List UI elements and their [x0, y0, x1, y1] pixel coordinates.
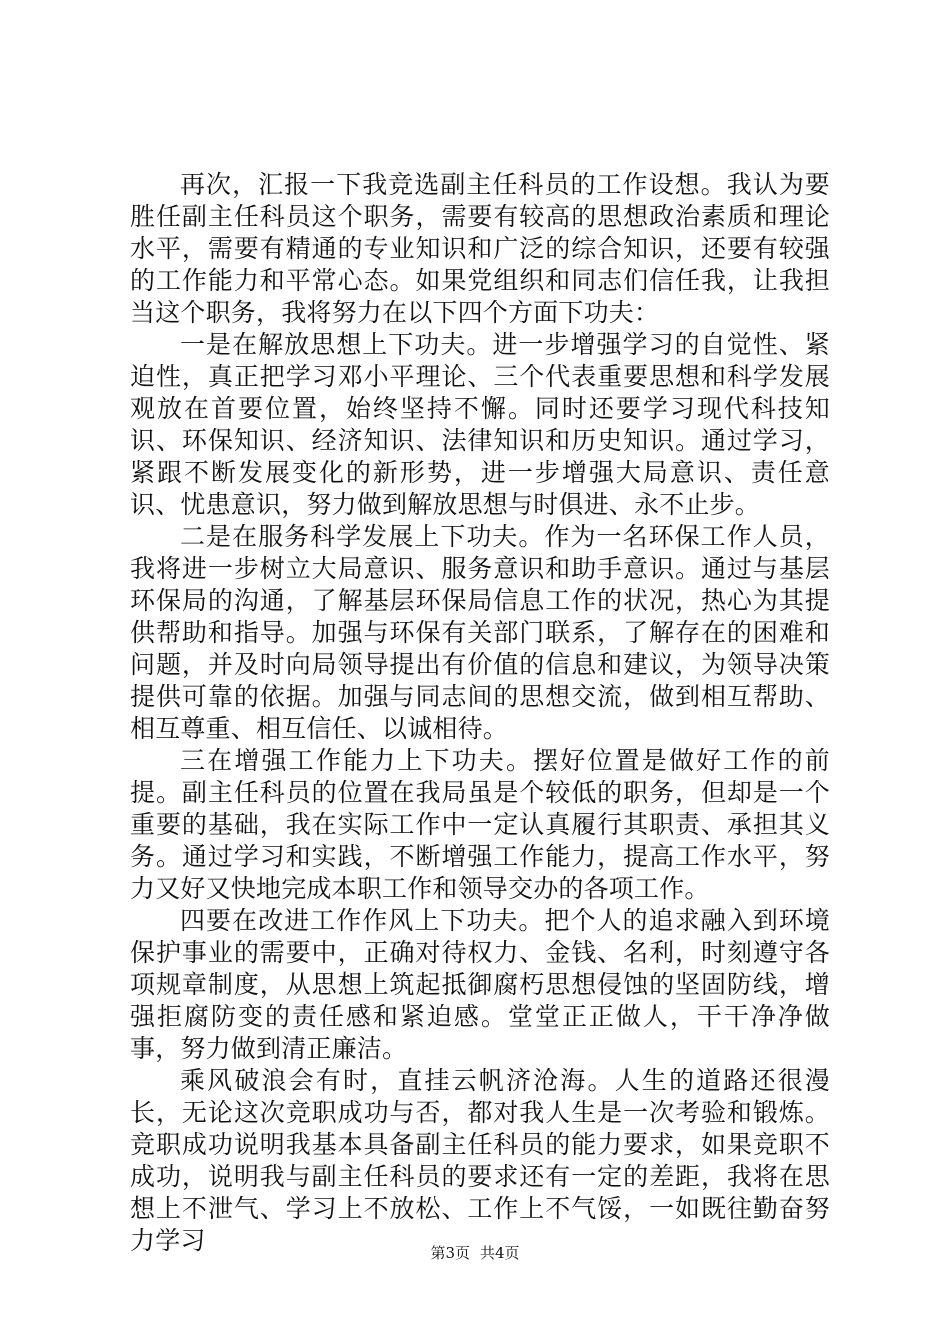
- paragraph-point-four: 四要在改进工作作风上下功夫。把个人的追求融入到环境保护事业的需要中，正确对待权力、金钱、名利，时刻遵守各项规章制度，从思想上筑起抵御腐朽思想侵蚀的坚固防线，增强拒腐防变的责任感和紧迫感。堂堂正正做人，干干净净做事，努力做到清正廉洁。: [130, 906, 830, 1063]
- paragraph-point-one: 一是在解放思想上下功夫。进一步增强学习的自觉性、紧迫性，真正把学习邓小平理论、三个代表重要思想和科学发展观放在首要位置，始终坚持不懈。同时还要学习现代科技知识、环保知识、经济知识、法律知识和历史知识。通过学习，紧跟不断发展变化的新形势，进一步增强大局意识、责任意识、忧患意识，努力做到解放思想与时俱进、永不止步。: [130, 330, 830, 519]
- page-number: 第3页: [430, 1244, 470, 1262]
- page-footer: [0, 1244, 950, 1262]
- paragraph-point-two: 二是在服务科学发展上下功夫。作为一名环保工作人员，我将进一步树立大局意识、服务意识和助手意识。通过与基层环保局的沟通，了解基层环保局信息工作的状况，热心为其提供帮助和指导。加强与环保有关部门联系，了解存在的困难和问题，并及时向局领导提出有价值的信息和建议，为领导决策提供可靠的依据。加强与同志间的思想交流，做到相互帮助、相互尊重、相互信任、以诚相待。: [130, 522, 830, 743]
- paragraph-closing: 乘风破浪会有时，直挂云帆济沧海。人生的道路还很漫长，无论这次竞职成功与否，都对我人生是一次考验和锻炼。竞职成功说明我基本具备副主任科员的能力要求，如果竞职不成功，说明我与副主任科员的要求还有一定的差距，我将在思想上不泄气、学习上不放松、工作上不气馁，一如既往勤奋努力学习: [130, 1066, 830, 1255]
- page-total: 共4页: [480, 1244, 520, 1262]
- paragraph-work-plan-intro: 再次，汇报一下我竞选副主任科员的工作设想。我认为要胜任副主任科员这个职务，需要有较高的思想政治素质和理论水平，需要有精通的专业知识和广泛的综合知识，还要有较强的工作能力和平常心态。如果党组织和同志们信任我，让我担当这个职务，我将努力在以下四个方面下功夫：: [130, 170, 830, 327]
- paragraph-point-three: 三在增强工作能力上下功夫。摆好位置是做好工作的前提。副主任科员的位置在我局虽是个较低的职务，但却是一个重要的基础，我在实际工作中一定认真履行其职责、承担其义务。通过学习和实践，不断增强工作能力，提高工作水平，努力又好又快地完成本职工作和领导交办的各项工作。: [130, 746, 830, 903]
- document-body: [130, 169, 830, 1257]
